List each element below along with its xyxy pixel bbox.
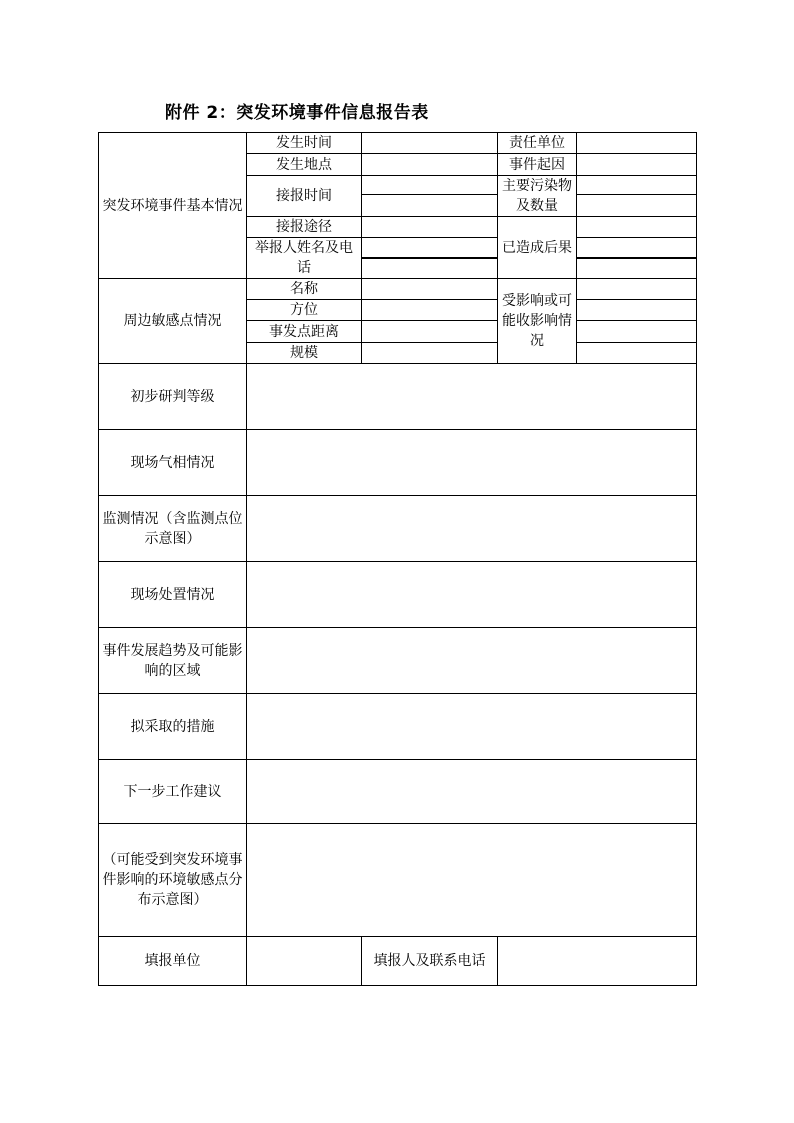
label-fill-unit: 填报单位 xyxy=(99,937,247,986)
input-receive-time-1[interactable] xyxy=(362,176,498,195)
label-name: 名称 xyxy=(247,279,362,300)
label-monitoring: 监测情况（含监测点位示意图） xyxy=(99,496,247,562)
input-reporter-3[interactable] xyxy=(362,259,498,279)
label-receive-time: 接报时间 xyxy=(247,176,362,217)
label-initial-level: 初步研判等级 xyxy=(99,364,247,430)
input-occur-place[interactable] xyxy=(362,154,498,176)
label-disposal: 现场处置情况 xyxy=(99,562,247,628)
label-occur-place: 发生地点 xyxy=(247,154,362,176)
input-direction[interactable] xyxy=(362,300,498,321)
label-pollutants: 主要污染物及数量 xyxy=(498,176,577,217)
input-consequences-2[interactable] xyxy=(577,238,697,258)
input-receive-time-2[interactable] xyxy=(362,195,498,217)
label-next-steps: 下一步工作建议 xyxy=(99,760,247,824)
label-distance: 事发点距离 xyxy=(247,321,362,343)
input-consequences-4[interactable] xyxy=(577,259,697,279)
input-scale[interactable] xyxy=(362,343,498,364)
label-receive-channel: 接报途径 xyxy=(247,217,362,238)
label-occur-time: 发生时间 xyxy=(247,133,362,154)
label-fill-person: 填报人及联系电话 xyxy=(362,937,498,986)
label-scale: 规模 xyxy=(247,343,362,364)
input-impact-2[interactable] xyxy=(577,300,697,321)
input-impact-1[interactable] xyxy=(577,279,697,300)
input-receive-channel[interactable] xyxy=(362,217,498,238)
input-fill-person[interactable] xyxy=(498,937,697,986)
label-site-gas: 现场气相情况 xyxy=(99,430,247,496)
input-name[interactable] xyxy=(362,279,498,300)
input-reporter-1[interactable] xyxy=(362,238,498,258)
input-disposal[interactable] xyxy=(247,562,697,628)
input-next-steps[interactable] xyxy=(247,760,697,824)
sensitive-header: 周边敏感点情况 xyxy=(99,279,247,364)
input-pollutants-2[interactable] xyxy=(577,195,697,217)
basic-info-header: 突发环境事件基本情况 xyxy=(99,133,247,279)
input-cause[interactable] xyxy=(577,154,697,176)
input-monitoring[interactable] xyxy=(247,496,697,562)
input-fill-unit[interactable] xyxy=(247,937,362,986)
input-distance[interactable] xyxy=(362,321,498,343)
label-responsible-unit: 责任单位 xyxy=(498,133,577,154)
label-direction: 方位 xyxy=(247,300,362,321)
report-form-table xyxy=(98,132,697,986)
input-site-gas[interactable] xyxy=(247,430,697,496)
input-initial-level[interactable] xyxy=(247,364,697,430)
page-title: 附件 2：突发环境事件信息报告表 xyxy=(165,103,429,123)
input-measures[interactable] xyxy=(247,694,697,760)
input-responsible-unit[interactable] xyxy=(577,133,697,154)
input-trend[interactable] xyxy=(247,628,697,694)
label-trend: 事件发展趋势及可能影响的区域 xyxy=(99,628,247,694)
input-sensitive-map[interactable] xyxy=(247,824,697,937)
label-cause: 事件起因 xyxy=(498,154,577,176)
input-impact-3[interactable] xyxy=(577,321,697,343)
label-impact: 受影响或可能收影响情况 xyxy=(498,279,577,364)
label-measures: 拟采取的措施 xyxy=(99,694,247,760)
input-consequences-1[interactable] xyxy=(577,217,697,238)
label-consequences: 已造成后果 xyxy=(498,217,577,279)
input-impact-4[interactable] xyxy=(577,343,697,364)
label-sensitive-map: （可能受到突发环境事件影响的环境敏感点分布示意图） xyxy=(99,824,247,937)
input-occur-time[interactable] xyxy=(362,133,498,154)
label-reporter: 举报人姓名及电话 xyxy=(247,238,362,279)
input-pollutants-1[interactable] xyxy=(577,176,697,195)
